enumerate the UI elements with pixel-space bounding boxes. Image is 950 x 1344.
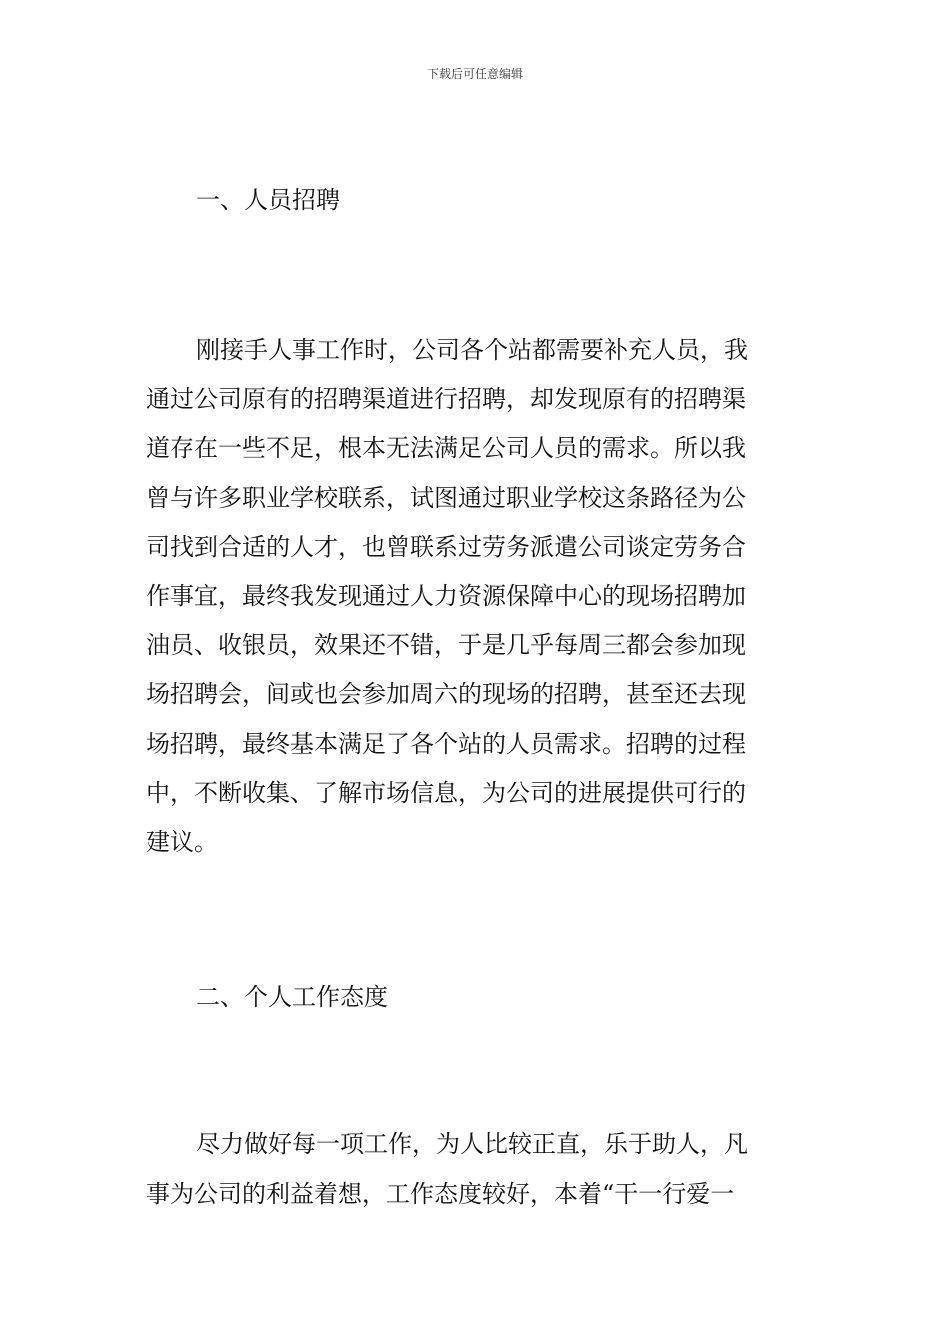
paragraph-line: 事为公司的利益着想，工作态度较好，本着“干一行爱一 (146, 1180, 735, 1208)
paragraph-line: 场招聘会，间或也会参加周六的现场的招聘，甚至还去现 (146, 680, 746, 708)
paragraph-line: 场招聘，最终基本满足了各个站的人员需求。招聘的过程 (146, 730, 746, 758)
paragraph-line: 刚接手人事工作时，公司各个站都需要补充人员，我 (196, 336, 748, 364)
paragraph-line: 道存在一些不足，根本无法满足公司人员的需求。所以我 (146, 434, 746, 462)
paragraph-line: 司找到合适的人才，也曾联系过劳务派遣公司谈定劳务合 (146, 533, 746, 561)
page-header: 下载后可任意编辑 (426, 67, 523, 81)
section-heading-work-attitude: 二、个人工作态度 (196, 983, 388, 1011)
paragraph-line: 中，不断收集、了解市场信息，为公司的进展提供可行的 (146, 779, 746, 807)
paragraph-line: 通过公司原有的招聘渠道进行招聘，却发现原有的招聘渠 (146, 385, 746, 413)
paragraph-line: 建议。 (146, 828, 218, 856)
paragraph-line: 曾与许多职业学校联系，试图通过职业学校这条路径为公 (146, 484, 746, 512)
paragraph-line: 油员、收银员，效果还不错，于是几乎每周三都会参加现 (146, 631, 746, 659)
section-heading-recruitment: 一、人员招聘 (196, 186, 340, 214)
paragraph-line: 作事宜，最终我发现通过人力资源保障中心的现场招聘加 (146, 582, 746, 610)
paragraph-line: 尽力做好每一项工作，为人比较正直，乐于助人，凡 (196, 1130, 748, 1158)
